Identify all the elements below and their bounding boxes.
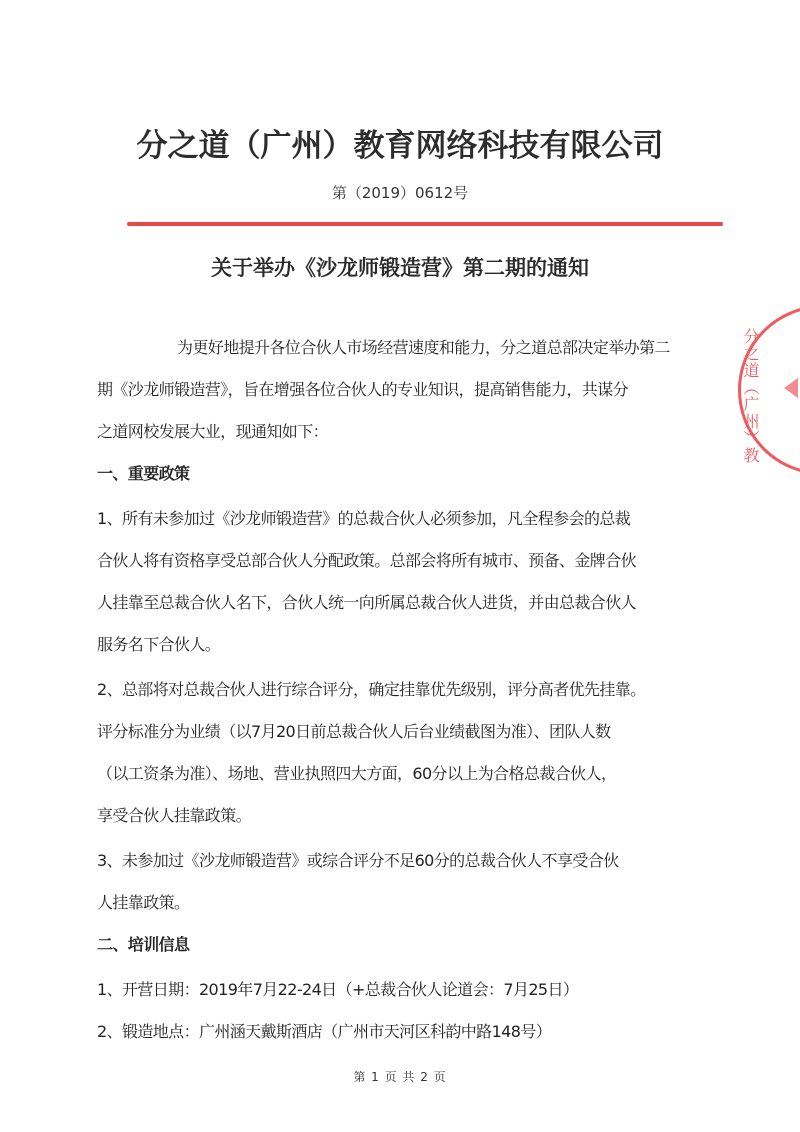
intro-line: 为更好地提升各位合伙人市场经营速度和能力，分之道总部决定举办第二 bbox=[177, 338, 670, 357]
policy-item-3-line: 3、未参加过《沙龙师锻造营》或综合评分不足60分的总裁合伙人不享受合伙 bbox=[97, 851, 619, 870]
seal-star-icon bbox=[784, 378, 798, 398]
policy-item-2-line: 享受合伙人挂靠政策。 bbox=[97, 806, 252, 825]
policy-item-3-line: 人挂靠政策。 bbox=[97, 893, 190, 912]
notice-body bbox=[97, 0, 707, 1060]
policy-item-1-line: 人挂靠至总裁合伙人名下，合伙人统一向所属总裁合伙人进货，并由总裁合伙人 bbox=[97, 593, 637, 612]
intro-line: 之道网校发展大业，现通知如下： bbox=[97, 422, 329, 441]
company-seal-region bbox=[728, 298, 800, 488]
training-date: 1、开营日期：2019年7月22-24日（+总裁合伙人论道会：7月25日） bbox=[97, 980, 579, 999]
policy-item-1-line: 合伙人将有资格享受总部合伙人分配政策。总部会将所有城市、预备、金牌合伙 bbox=[97, 551, 637, 570]
section-heading-training: 二、培训信息 bbox=[97, 935, 190, 954]
policy-item-2-line: 2、总部将对总裁合伙人进行综合评分，确定挂靠优先级别，评分高者优先挂靠。 bbox=[97, 680, 646, 699]
policy-item-2-line: 评分标准分为业绩（以7月20日前总裁合伙人后台业绩截图为准）、团队人数 bbox=[97, 722, 611, 741]
document-number: 第（2019）0612号 bbox=[331, 184, 469, 202]
policy-item-1-line: 1、所有未参加过《沙龙师锻造营》的总裁合伙人必须参加，凡全程参会的总裁 bbox=[97, 509, 631, 528]
training-location: 2、锻造地点：广州涵天戴斯酒店（广州市天河区科韵中路148号） bbox=[97, 1022, 552, 1041]
policy-item-2-line: （以工资条为准）、场地、营业执照四大方面，60分以上为合格总裁合伙人， bbox=[97, 764, 617, 783]
page-indicator: 第 1 页 共 2 页 bbox=[353, 1070, 447, 1084]
notice-title: 关于举办《沙龙师锻造营》第二期的通知 bbox=[211, 256, 589, 280]
seal-text: 分之道（广州）教 bbox=[741, 328, 760, 464]
section-heading-policy: 一、重要政策 bbox=[97, 464, 190, 483]
policy-item-1-line: 服务名下合伙人。 bbox=[97, 635, 221, 654]
intro-line: 期《沙龙师锻造营》，旨在增强各位合伙人的专业知识，提高销售能力，共谋分 bbox=[97, 380, 629, 399]
company-name: 分之道（广州）教育网络科技有限公司 bbox=[136, 128, 664, 164]
